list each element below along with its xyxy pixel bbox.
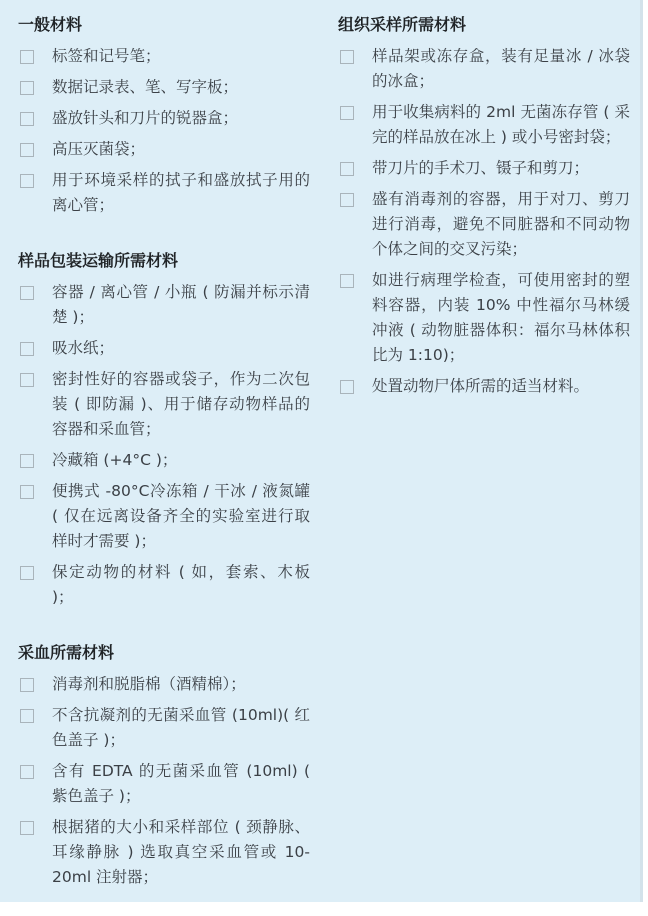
- section-general-materials: [0, 12, 318, 218]
- checklist-item: [320, 268, 636, 368]
- item-text: 盛放针头和刀片的锐器盒；: [52, 109, 239, 127]
- checkbox-icon: [20, 454, 34, 468]
- checklist-item: [320, 374, 636, 399]
- checkbox-icon: [20, 566, 34, 580]
- item-text: 处置动物尸体所需的适当材料。: [372, 377, 590, 395]
- checkbox-icon: [340, 380, 354, 394]
- checkbox-icon: [20, 678, 34, 692]
- item-text: 冷藏箱 (+4°C )；: [52, 451, 178, 469]
- checklist-item: [0, 168, 316, 218]
- checkbox-icon: [20, 81, 34, 95]
- item-text: 含有 EDTA 的无菌采血管 (10ml) ( 紫色盖子 )；: [52, 762, 310, 805]
- checklist: [320, 44, 636, 399]
- checklist-item: [0, 44, 318, 69]
- item-text: 容器 / 离心管 / 小瓶 ( 防漏并标示清楚 )；: [52, 283, 310, 326]
- item-text: 样品架或冻存盒，装有足量冰 / 冰袋的冰盒；: [372, 47, 630, 90]
- right-column: [320, 12, 636, 425]
- item-text: 如进行病理学检查，可使用密封的塑料容器，内装 10% 中性福尔马林缓冲液 ( 动物脏器体积：福尔马林体积比为 1:10)；: [372, 271, 630, 364]
- checklist-item: [320, 187, 636, 262]
- checklist-item: [0, 759, 316, 809]
- section-title: 采血所需材料: [18, 643, 115, 662]
- item-text: 便携式 -80°C冷冻箱 / 干冰 / 液氮罐 ( 仅在远离设备齐全的实验室进行取样时才需要 )；: [52, 482, 310, 550]
- checklist: [0, 280, 318, 610]
- checkbox-icon: [20, 112, 34, 126]
- item-text: 保定动物的材料 ( 如，套索、木板 )；: [52, 563, 310, 606]
- checkbox-icon: [20, 342, 34, 356]
- checkbox-icon: [20, 50, 34, 64]
- checklist-item: [0, 367, 316, 442]
- checkbox-icon: [20, 821, 34, 835]
- checkbox-icon: [340, 274, 354, 288]
- checklist-item: [0, 336, 318, 361]
- checklist-item: [0, 672, 318, 697]
- item-text: 消毒剂和脱脂棉（酒精棉）；: [52, 675, 246, 693]
- section-packaging-materials: [0, 248, 318, 610]
- checklist-item: [320, 100, 636, 150]
- checklist-item: [0, 448, 318, 473]
- item-text: 吸水纸；: [52, 339, 115, 357]
- checklist-item: [0, 106, 318, 131]
- checklist: [0, 672, 318, 890]
- item-text: 用于环境采样的拭子和盛放拭子用的离心管；: [52, 171, 310, 214]
- checkbox-icon: [20, 709, 34, 723]
- section-title: 一般材料: [18, 15, 83, 34]
- checklist-item: [320, 156, 636, 181]
- item-text: 用于收集病料的 2ml 无菌冻存管 ( 采完的样品放在冰上 ) 或小号密封袋；: [372, 103, 630, 146]
- item-text: 数据记录表、笔、写字板；: [52, 78, 239, 96]
- checklist: [0, 44, 318, 218]
- item-text: 标签和记号笔；: [52, 47, 161, 65]
- checkbox-icon: [340, 50, 354, 64]
- section-title: 样品包装运输所需材料: [18, 251, 179, 270]
- checklist-item: [0, 479, 316, 554]
- checklist-item: [0, 280, 316, 330]
- checklist-item: [0, 75, 318, 100]
- checkbox-icon: [20, 765, 34, 779]
- checkbox-icon: [20, 174, 34, 188]
- item-text: 根据猪的大小和采样部位 ( 颈静脉、耳缘静脉 ) 选取真空采血管或 10-20ml 注射器；: [52, 818, 310, 886]
- section-title: 组织采样所需材料: [338, 15, 467, 34]
- checkbox-icon: [20, 143, 34, 157]
- checklist-item: [0, 703, 316, 753]
- checkbox-icon: [340, 193, 354, 207]
- checklist-item: [0, 137, 318, 162]
- checklist-item: [320, 44, 636, 94]
- checkbox-icon: [340, 106, 354, 120]
- checkbox-icon: [20, 286, 34, 300]
- item-text: 带刀片的手术刀、镊子和剪刀；: [372, 159, 590, 177]
- checkbox-icon: [340, 162, 354, 176]
- checkbox-icon: [20, 485, 34, 499]
- section-blood-sampling-materials: [0, 640, 318, 890]
- item-text: 密封性好的容器或袋子，作为二次包装 ( 即防漏 )、用于储存动物样品的容器和采血管；: [52, 370, 310, 438]
- checklist-item: [0, 560, 316, 610]
- left-column: [0, 12, 318, 916]
- section-tissue-sampling-materials: [320, 12, 636, 399]
- item-text: 高压灭菌袋；: [52, 140, 146, 158]
- item-text: 不含抗凝剂的无菌采血管 (10ml)( 红色盖子 )；: [52, 706, 310, 749]
- item-text: 盛有消毒剂的容器，用于对刀、剪刀进行消毒，避免不同脏器和不同动物个体之间的交叉污染；: [372, 190, 630, 258]
- checkbox-icon: [20, 373, 34, 387]
- checklist-item: [0, 815, 316, 890]
